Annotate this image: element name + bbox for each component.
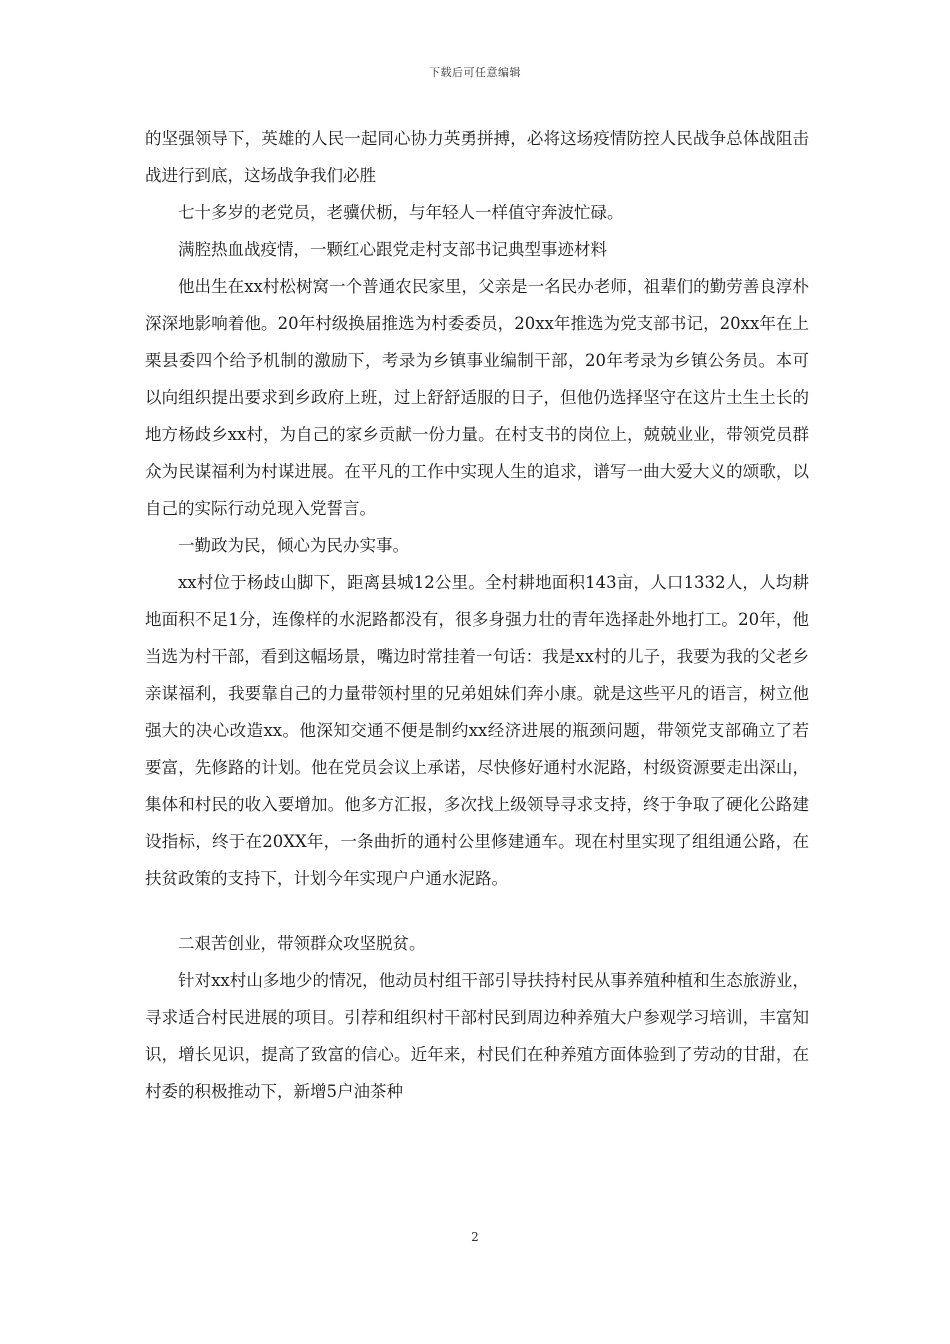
section-heading: 一勤政为民，倾心为民办实事。: [178, 536, 409, 555]
paragraph: 七十多岁的老党员，老骥伏枥，与年轻人一样值守奔波忙碌。: [178, 203, 624, 222]
page-header: 下载后可任意编辑: [429, 66, 521, 79]
paragraph: 他出生在xx村松树窝一个普通农民家里，父亲是一名民办老师，祖辈们的勤劳善良淳朴深深地影响着他。20年村级换届推选为村委委员，20xx年推选为党支部书记，20xx年在上栗县委四个给予机制的激励下，考录为乡镇事业编制干部，20年考录为乡镇公务员。本可以向组织提出要求到乡政府上班，过上舒舒适服的日子，但他仍选择坚守在这片土生土长的地方杨歧乡xx村，为自己的家乡贡献一份力量。在村支书的岗位上，兢兢业业，带领党员群众为民谋福利为村谋进展。在平凡的工作中实现人生的追求，谱写一曲大爱大义的颂歌，以自己的实际行动兑现入党誓言。: [145, 277, 809, 518]
paragraph: 针对xx村山多地少的情况，他动员村组干部引导扶持村民从事养殖种植和生态旅游业，寻求适合村民进展的项目。引荐和组织村干部村民到周边种养殖大户参观学习培训，丰富知识，增长见识，提高了致富的信心。近年来，村民们在种养殖方面体验到了劳动的甘甜，在村委的积极推动下，新增5户油茶种: [145, 971, 809, 1101]
paragraph-continuation: 的坚强领导下，英雄的人民一起同心协力英勇拼搏，必将这场疫情防控人民战争总体战阻击战进行到底，这场战争我们必胜: [145, 129, 809, 185]
paragraph: xx村位于杨歧山脚下，距离县城12公里。全村耕地面积143亩，人口1332人，人均耕地面积不足1分，连像样的水泥路都没有，很多身强力壮的青年选择赴外地打工。20年，他当选为村干部，看到这幅场景，嘴边时常挂着一句话：我是xx村的儿子，我要为我的父老乡亲谋福利，我要靠自己的力量带领村里的兄弟姐妹们奔小康。就是这些平凡的语言，树立他强大的决心改造xx。他深知交通不便是制约xx经济进展的瓶颈问题，带领党支部确立了若要富，先修路的计划。他在党员会议上承诺，尽快修好通村水泥路，村级资源要走出深山，集体和村民的收入要增加。他多方汇报，多次找上级领导寻求支持，终于争取了硬化公路建设指标，终于在20XX年，一条曲折的通村公里修建通车。现在村里实现了组组通公路，在扶贫政策的支持下，计划今年实现户户通水泥路。: [145, 573, 809, 888]
paragraph-title: 满腔热血战疫情，一颗红心跟党走村支部书记典型事迹材料: [178, 240, 607, 259]
section-heading: 二艰苦创业，带领群众攻坚脱贫。: [178, 934, 426, 953]
document-body: [145, 120, 809, 1110]
page-number: 2: [471, 1230, 479, 1244]
